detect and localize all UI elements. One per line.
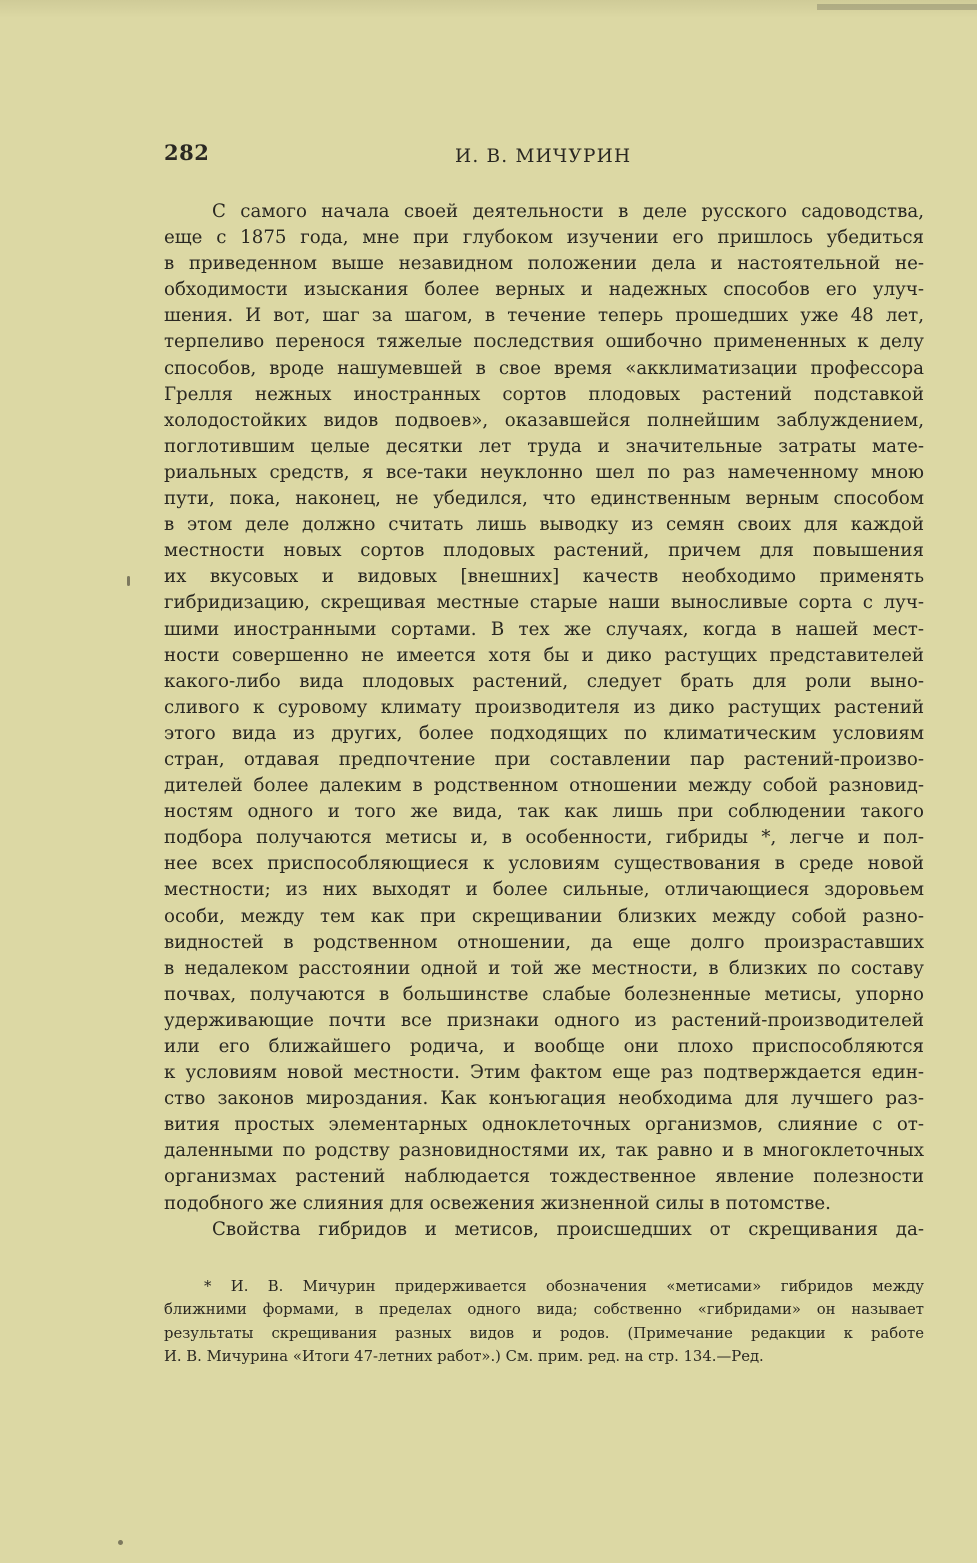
- text-line: Свойства гибридов и метисов, происшедших от скрещивания да-: [212, 1218, 924, 1240]
- text-line: пути, пока, наконец, не убедился, что единственным верным способом: [164, 488, 924, 510]
- text-line: С самого начала своей деятельности в деле русского садоводства,: [212, 201, 924, 222]
- text-line: ности совершенно не имеется хотя бы и дико растущих представителей: [164, 644, 924, 666]
- text-line: особи, между тем как при скрещивании близких между собой разно-: [164, 905, 924, 927]
- text-line: даленными по родству разновидностями их, так равно и в многоклеточных: [164, 1140, 924, 1162]
- text-line: способов, вроде нашумевшей в свое время «акклиматизации профессора: [164, 357, 924, 379]
- paper-speck: [127, 576, 130, 586]
- text-line: обходимости изыскания более верных и надежных способов его улуч-: [164, 279, 924, 301]
- text-line: в недалеком расстоянии одной и той же местности, в близких по составу: [164, 957, 924, 979]
- text-line: вития простых элементарных одноклеточных организмов, слияние с от-: [164, 1114, 924, 1136]
- main-text: [164, 199, 924, 1243]
- text-line: подбора получаются метисы и, в особенности, гибриды *, легче и пол-: [164, 827, 924, 849]
- text-line: местности новых сортов плодовых растений, причем для повышения: [164, 540, 924, 562]
- footnote-line: * И. В. Мичурин придерживается обозначения «метисами» гибридов между: [204, 1278, 924, 1295]
- text-line: ство законов мироздания. Как конъюгация необходима для лучшего раз-: [164, 1088, 924, 1110]
- text-line: в приведенном выше незавидном положении дела и настоятельной не-: [164, 253, 924, 275]
- text-line: или его ближайшего родича, и вообще они плохо приспособляются: [164, 1036, 924, 1057]
- text-line: к условиям новой местности. Этим фактом еще раз подтверждается един-: [164, 1062, 924, 1084]
- text-line: этого вида из других, более подходящих по климатическим условиям: [164, 722, 924, 744]
- text-line: терпеливо перенося тяжелые последствия ошибочно примененных к делу: [164, 331, 924, 353]
- text-line: риальных средств, я все-таки неуклонно шел по раз намеченному мною: [164, 461, 924, 483]
- text-line: почвах, получаются в большинстве слабые болезненные метисы, упорно: [164, 983, 924, 1005]
- page-number: 282: [164, 140, 210, 165]
- text-line: в этом деле должно считать лишь выводку из семян своих для каждой: [164, 514, 924, 536]
- text-line: их вкусовых и видовых [внешних] качеств необходимо применять: [164, 566, 924, 588]
- text-line: ностям одного и того же вида, так как лишь при соблюдении такого: [164, 801, 924, 823]
- text-line: холодостойких видов подвоев», оказавшейся полнейшим заблуждением,: [164, 409, 924, 431]
- paper-speck: [118, 1540, 123, 1545]
- text-line: поглотившим целые десятки лет труда и значительные затраты мате-: [164, 435, 924, 457]
- footnote-line: ближними формами, в пределах одного вида; собственно «гибридами» он называет: [164, 1301, 924, 1319]
- text-line: видностей в родственном отношении, да еще долго произраставших: [164, 931, 924, 953]
- text-line: шими иностранными сортами. В тех же случаях, когда в нашей мест-: [164, 618, 924, 640]
- text-line: шения. И вот, шаг за шагом, в течение теперь прошедших уже 48 лет,: [164, 305, 924, 327]
- footnote-line: результаты скрещивания разных видов и родов. (Примечание редакции к работе: [164, 1324, 924, 1342]
- footnote-line: И. В. Мичурина «Итоги 47-летних работ».) См. прим. ред. на стр. 134.—Ред.: [164, 1348, 764, 1366]
- text-line: гибридизацию, скрещивая местные старые наши выносливые сорта с луч-: [164, 592, 924, 614]
- running-head: И. В. МИЧУРИН: [455, 146, 632, 167]
- text-line: сливого к суровому климату производителя из дико растущих растений: [164, 696, 924, 718]
- text-line: местности; из них выходят и более сильные, отличающиеся здоровьем: [164, 879, 924, 901]
- text-line: организмах растений наблюдается тождественное явление полезности: [164, 1166, 924, 1188]
- text-line: подобного же слияния для освежения жизненной силы в потомстве.: [164, 1192, 831, 1214]
- text-line: какого-либо вида плодовых растений, следует брать для роли выно-: [164, 670, 924, 692]
- text-line: нее всех приспособляющиеся к условиям существования в среде новой: [164, 853, 924, 875]
- page-header: [164, 140, 924, 180]
- page-top-tear: [817, 4, 977, 10]
- text-line: Грелля нежных иностранных сортов плодовых растений подставкой: [164, 383, 924, 405]
- text-line: стран, отдавая предпочтение при составлении пар растений-произво-: [164, 748, 924, 770]
- text-line: дителей более далеким в родственном отношении между собой разновид-: [164, 775, 924, 797]
- footnote: [164, 1275, 924, 1369]
- text-line: удерживающие почти все признаки одного из растений-производителей: [164, 1009, 924, 1031]
- text-line: еще с 1875 года, мне при глубоком изучении его пришлось убедиться: [164, 227, 924, 249]
